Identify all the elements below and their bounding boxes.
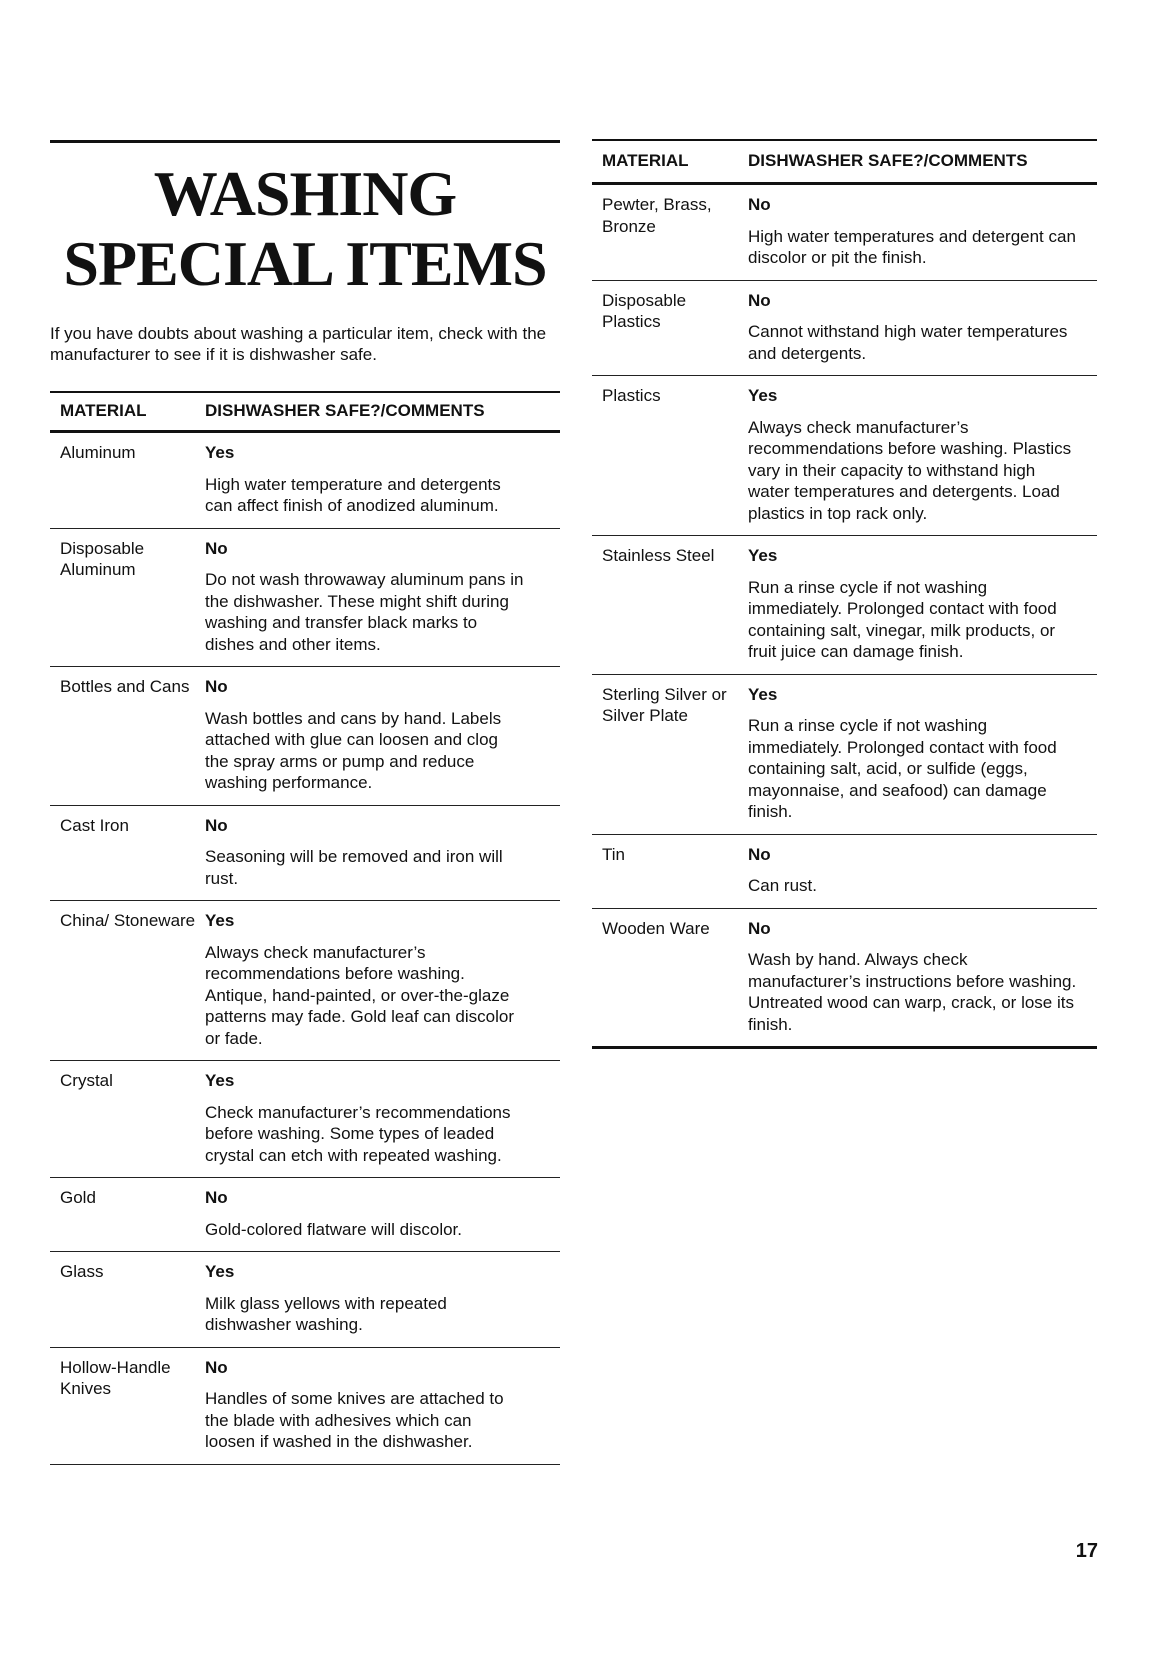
material-cell: Hollow-Handle Knives xyxy=(60,1357,171,1398)
comments-cell xyxy=(205,1187,560,1240)
table-row xyxy=(592,281,1097,377)
table-row xyxy=(50,1178,560,1252)
material-cell: Glass xyxy=(60,1262,104,1281)
comment-text: Seasoning will be removed and iron will rust. xyxy=(205,847,503,888)
page-number: 17 xyxy=(1075,1540,1098,1562)
right-table-body xyxy=(592,185,1097,1049)
safe-answer: Yes xyxy=(205,911,235,930)
comments-cell xyxy=(748,385,1097,524)
comments-cell xyxy=(748,545,1097,663)
comments-cell xyxy=(748,844,1097,897)
material-cell: Bottles and Cans xyxy=(60,677,190,696)
title-line-2: SPECIAL ITEMS xyxy=(63,228,547,299)
right-column xyxy=(592,139,1097,1049)
material-cell: Crystal xyxy=(60,1071,113,1090)
safe-answer: Yes xyxy=(205,1262,235,1281)
intro-paragraph: If you have doubts about washing a particular item, check with the manufacturer to see if it is dishwasher safe. xyxy=(50,324,547,364)
material-cell: Plastics xyxy=(602,386,661,405)
material-cell: Cast Iron xyxy=(60,815,129,835)
comment-text: Can rust. xyxy=(748,876,817,895)
material-cell: Aluminum xyxy=(60,443,136,462)
table-row xyxy=(592,376,1097,536)
safe-answer: No xyxy=(205,538,228,558)
table-header xyxy=(50,391,560,433)
safe-answer: Yes xyxy=(748,386,778,405)
comments-cell xyxy=(205,815,560,890)
material-cell: Sterling Silver or Silver Plate xyxy=(602,684,727,725)
material-column-header: MATERIAL xyxy=(602,151,689,170)
table-row xyxy=(592,536,1097,675)
safe-answer: No xyxy=(205,677,228,696)
material-cell: China/ Stoneware xyxy=(60,911,196,930)
safe-answer: No xyxy=(748,844,771,864)
table-row xyxy=(50,1252,560,1348)
comments-cell xyxy=(205,1261,560,1336)
comment-text: Wash by hand. Always check manufacturer’s instructions before washing. Untreated wood can warp, crack, or lose its finish. xyxy=(748,950,1077,1034)
safe-answer: No xyxy=(748,290,771,310)
heading-rule xyxy=(50,140,560,143)
table-row xyxy=(50,1061,560,1178)
safe-answer: Yes xyxy=(205,443,235,462)
comment-text: High water temperature and detergents can affect finish of anodized aluminum. xyxy=(205,474,501,515)
comment-text: Wash bottles and cans by hand. Labels attached with glue can loosen and clog the spray arms or pump and reduce washing performance. xyxy=(205,708,502,792)
comments-cell xyxy=(205,1070,560,1166)
table-row xyxy=(50,1348,560,1465)
comment-text: Check manufacturer’s recommendations before washing. Some types of leaded crystal can etch with repeated washing. xyxy=(205,1102,511,1165)
table-row xyxy=(50,901,560,1061)
comments-cell xyxy=(205,676,560,794)
table-row xyxy=(592,909,1097,1050)
comments-column-header: DISHWASHER SAFE?/COMMENTS xyxy=(205,401,485,420)
material-cell: Wooden Ware xyxy=(602,918,710,938)
material-cell: Disposable Aluminum xyxy=(60,538,145,579)
safe-answer: Yes xyxy=(205,1071,235,1090)
comment-text: Do not wash throwaway aluminum pans in the dishwasher. These might shift during washing and transfer black marks to dishes and other items. xyxy=(205,570,524,654)
material-column-header: MATERIAL xyxy=(60,401,147,420)
comments-cell xyxy=(748,194,1097,269)
safe-answer: No xyxy=(748,195,771,214)
comments-cell xyxy=(205,1357,560,1453)
safe-answer: No xyxy=(205,815,228,835)
comments-cell xyxy=(205,538,560,656)
safe-answer: No xyxy=(748,918,771,938)
table-row xyxy=(50,667,560,806)
page-title xyxy=(50,159,560,299)
table-header xyxy=(592,139,1097,185)
comment-text: Milk glass yellows with repeated dishwasher washing. xyxy=(205,1293,447,1334)
comment-text: High water temperatures and detergent can discolor or pit the finish. xyxy=(748,226,1076,267)
comments-cell xyxy=(748,290,1097,365)
material-cell: Gold xyxy=(60,1188,96,1207)
safe-answer: Yes xyxy=(748,684,778,704)
title-line-1: WASHING xyxy=(153,158,457,229)
material-cell: Disposable Plastics xyxy=(602,290,687,331)
material-cell: Tin xyxy=(602,844,625,864)
left-column xyxy=(50,140,560,1465)
left-table-body xyxy=(50,433,560,1465)
table-row xyxy=(592,185,1097,281)
table-row xyxy=(50,433,560,529)
safe-answer: No xyxy=(205,1188,228,1207)
safe-answer: No xyxy=(205,1357,228,1377)
comment-text: Run a rinse cycle if not washing immediately. Prolonged contact with food containing salt, vinegar, milk products, or fruit juice can damage finish. xyxy=(748,577,1057,661)
table-row xyxy=(50,529,560,668)
table-row xyxy=(50,806,560,902)
comments-cell xyxy=(748,684,1097,823)
comments-cell xyxy=(205,442,560,517)
comment-text: Always check manufacturer’s recommendations before washing. Antique, hand-painted, or over-the-glaze patterns may fade. Gold leaf can discolor or fade. xyxy=(205,942,514,1048)
comments-column-header: DISHWASHER SAFE?/COMMENTS xyxy=(748,151,1028,170)
comments-cell xyxy=(748,918,1097,1036)
safe-answer: Yes xyxy=(748,546,778,565)
material-cell: Pewter, Brass, Bronze xyxy=(602,195,712,236)
comment-text: Gold-colored flatware will discolor. xyxy=(205,1219,462,1239)
comments-cell xyxy=(205,910,560,1049)
comment-text: Run a rinse cycle if not washing immediately. Prolonged contact with food containing salt, acid, or sulfide (eggs, mayonnaise, and seafood) can damage finish. xyxy=(748,716,1057,821)
comment-text: Cannot withstand high water temperatures and detergents. xyxy=(748,322,1068,363)
table-row xyxy=(592,835,1097,909)
table-row xyxy=(592,675,1097,835)
comment-text: Handles of some knives are attached to the blade with adhesives which can loosen if washed in the dishwasher. xyxy=(205,1389,504,1451)
material-cell: Stainless Steel xyxy=(602,546,715,565)
comment-text: Always check manufacturer’s recommendations before washing. Plastics vary in their capacity to withstand high water temperatures and detergents. Load plastics in top rack only. xyxy=(748,417,1072,523)
